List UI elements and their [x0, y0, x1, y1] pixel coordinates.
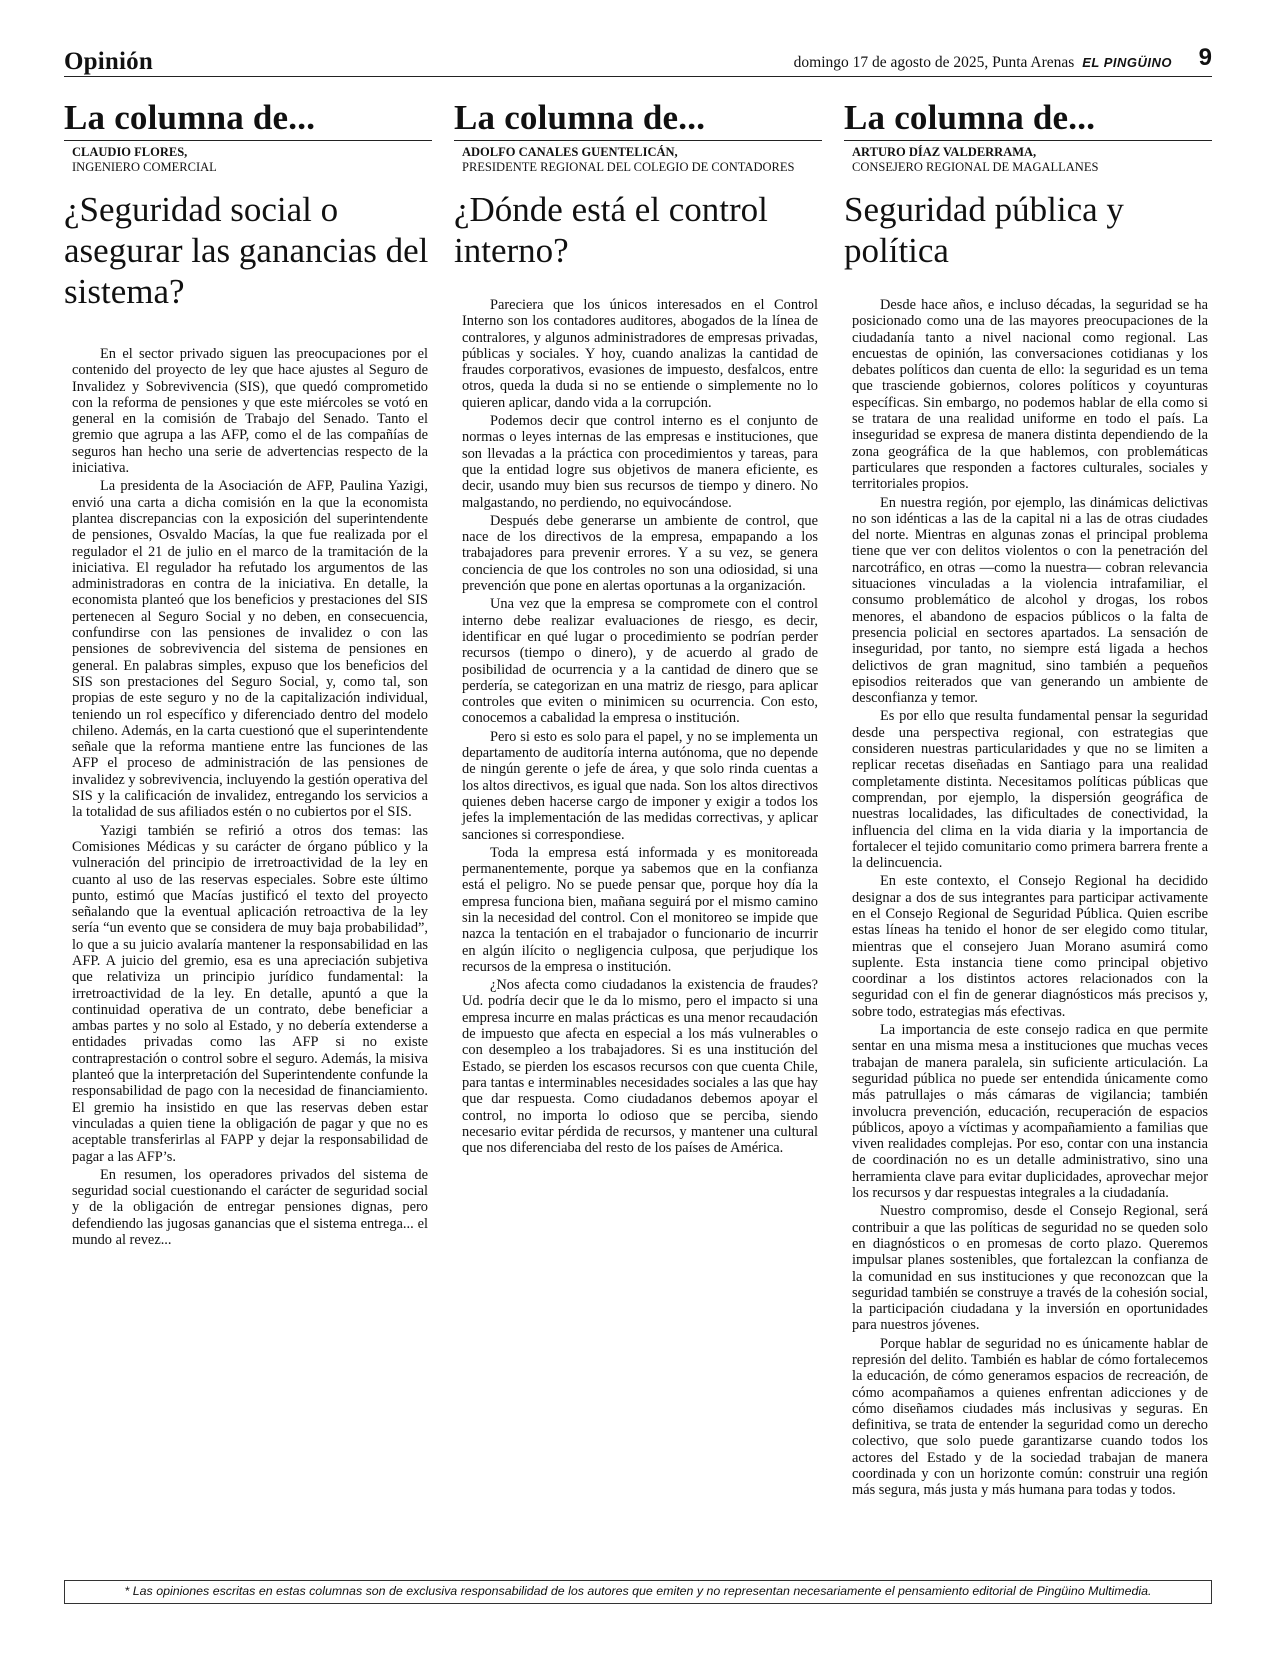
- article-title: ¿Dónde está el control interno?: [454, 190, 768, 270]
- author-byline: [72, 145, 432, 175]
- section-name: Opinión: [64, 48, 153, 75]
- column-kicker: La columna de...: [454, 98, 822, 141]
- author-name: CLAUDIO FLORES,: [72, 145, 188, 159]
- paragraph: Pareciera que los únicos interesados en el Control Interno son los contadores auditores, abogados de la línea de contralores, y algunos administradores de empresas privadas, públicas y sociales. Y hoy, cuando analizas la cantidad de fraudes corporativos, evasiones de impuesto, desfalcos, entre otros, queda la duda si no se entiende o simplemente no lo quieren aplicar, dando vida a la corrupción.: [462, 297, 818, 411]
- paragraph: Porque hablar de seguridad no es únicamente hablar de represión del delito. También es hablar de cómo fortalecemos la educación, de cómo generamos espacios de recreación, de cómo acompañamos a quienes enfrentan adicciones y de cómo diseñamos ciudades más inclusivas y seguras. En definitiva, se trata de entender la seguridad como un derecho colectivo, que solo puede garantizarse cuando todos los actores del Estado y de la sociedad trabajan de manera coordinada y con un horizonte común: construir una región más segura, más justa y más humana para todas y todos.: [852, 1335, 1208, 1499]
- page-number: 9: [1198, 44, 1212, 71]
- opinion-column-2: [454, 98, 822, 1568]
- column-kicker: La columna de...: [844, 98, 1212, 141]
- author-byline: [852, 145, 1212, 175]
- paragraph: Después debe generarse un ambiente de control, que nace de los directivos de la empresa, empapando a los trabajadores para prevenir errores. Y a su vez, se genera conciencia de que los controles no son una odiosidad, si una prevención que pone en alertas oportunas a la organización.: [462, 512, 818, 595]
- article-title: ¿Seguridad social o asegurar las ganancias del sistema?: [64, 190, 429, 311]
- opinion-column-3: [844, 98, 1212, 1568]
- author-name: ARTURO DÍAZ VALDERRAMA,: [852, 145, 1037, 159]
- author-name: ADOLFO CANALES GUENTELICÁN,: [462, 145, 678, 159]
- author-role: CONSEJERO REGIONAL DE MAGALLANES: [852, 160, 1099, 174]
- paragraph: La presidenta de la Asociación de AFP, Paulina Yazigi, envió una carta a dicha comisión en la que la economista plantea discrepancias con la exposición del superintendente de pensiones, Osvaldo Macías, la que fue realizada por el regulador el 21 de julio en el marco de la tramitación de la iniciativa. El regulador ha refutado los argumentos de las administradoras en contra de la iniciativa. En detalle, la economista planteó que los beneficios y prestaciones del SIS pertenecen al Seguro Social y no deben, en consecuencia, confundirse con las pensiones de invalidez o con las pensiones de sobrevivencia del sistema de pensiones en general. En palabras simples, expuso que los beneficios del SIS son prestaciones del Seguro Social, y, como tal, son propias de este seguro y no de la capitalización individual, teniendo un rol específico y diferenciado dentro del modelo chileno. Además, en la carta cuestionó que el superintendente señale que la reforma mantiene entre las funciones de las AFP el proceso de administración de las pensiones de invalidez y sobrevivencia, incluyendo la gestión operativa del SIS y la calificación de invalidez, entregando los servicios a la totalidad de sus afiliados estén o no cubiertos por el SIS.: [72, 478, 428, 821]
- paragraph: En el sector privado siguen las preocupaciones por el contenido del proyecto de ley que hace ajustes al Seguro de Invalidez y Sobrevivencia (SIS), que quedó comprometido con la reforma de pensiones y que este miércoles se votó en general en la comisión de Trabajo del Senado. Tanto el gremio que agrupa a las AFP, como el de las compañías de seguros han hecho una serie de advertencias respecto de la iniciativa.: [72, 346, 428, 477]
- paragraph: Desde hace años, e incluso décadas, la seguridad se ha posicionado como una de las mayores preocupaciones de la ciudadanía tanto a nivel nacional como regional. Las encuestas de opinión, las conversaciones cotidianas y los debates políticos dan cuenta de ello: la seguridad es un tema que trasciende gobiernos, colores políticos y coyunturas específicas. Sin embargo, no podemos hablar de ella como si se tratara de una realidad uniforme en todo el país. La inseguridad se expresa de manera distinta dependiendo de la zona geográfica de la que hablemos, con problemáticas particulares que responden a factores culturales, sociales y territoriales propios.: [852, 297, 1208, 493]
- paragraph: En nuestra región, por ejemplo, las dinámicas delictivas no son idénticas a las de la capital ni a las de otras ciudades del norte. Mientras en algunas zonas el principal problema tiene que ver con delitos violentos o con la penetración del narcotráfico, en otras —como la nuestra— cobran relevancia situaciones vinculadas a la violencia intrafamiliar, el consumo problemático de alcohol y drogas, los robos menores, el abandono de espacios públicos o la falta de presencia policial en sectores apartados. La sensación de inseguridad, por tanto, no siempre está ligada a hechos delictivos de gran magnitud, sino también a pequeños episodios reiterados que van generando un ambiente de desconfianza y temor.: [852, 494, 1208, 707]
- article-body: [72, 346, 428, 1248]
- dateline: [794, 54, 1172, 72]
- paragraph: Pero si esto es solo para el papel, y no se implementa un departamento de auditoría interna autónoma, que no depende de ningún gerente o jefe de área, y que solo rinda cuentas a los altos directivos, es igual que nada. Son los altos directivos quienes deben hacerse cargo de imponer y exigir a todos los jefes la implementación de las medidas correctivas, y aplicar sanciones si correspondiese.: [462, 728, 818, 843]
- paragraph: Podemos decir que control interno es el conjunto de normas o leyes internas de las empresas e instituciones, que son llevadas a la práctica con procedimientos y tareas, para que la entidad logre sus objetivos de manera eficiente, es decir, usando muy bien sus recursos de tiempo y dinero. No malgastando, no perdiendo, no equivocándose.: [462, 413, 818, 511]
- disclaimer-box: [64, 1580, 1212, 1604]
- paragraph: En este contexto, el Consejo Regional ha decidido designar a dos de sus integrantes para participar activamente en el Consejo Regional de Seguridad Pública. Quien escribe estas líneas ha tenido el honor de ser elegido como titular, mientras que el consejero Juan Morano asumirá como suplente. Esta instancia tiene como principal objetivo coordinar a los distintos actores relacionados con la seguridad con el fin de generar diagnósticos más precisos y, sobre todo, estrategias más efectivas.: [852, 873, 1208, 1020]
- author-role: PRESIDENTE REGIONAL DEL COLEGIO DE CONTADORES: [462, 160, 795, 174]
- paragraph: La importancia de este consejo radica en que permite sentar en una misma mesa a instituciones que muchas veces trabajan de manera paralela, sin suficiente articulación. La seguridad pública no puede ser entendida únicamente como más patrullajes o más cámaras de vigilancia; también involucra prevención, educación, recuperación de espacios públicos, apoyo a víctimas y acompañamiento a familias que viven realidades complejas. Por eso, contar con una instancia de coordinación no es un detalle administrativo, sino una herramienta clave para evitar duplicidades, aprovechar mejor los recursos y dar respuestas integrales a la ciudadanía.: [852, 1022, 1208, 1202]
- paragraph: Nuestro compromiso, desde el Consejo Regional, será contribuir a que las políticas de seguridad no se queden solo en diagnósticos o en promesas de corto plazo. Queremos impulsar planes sostenibles, que fortalezcan la confianza de la comunidad en sus instituciones y que reconozcan que la seguridad también se construye a través de la cohesión social, la participación ciudadana y la inversión en oportunidades para nuestros jóvenes.: [852, 1203, 1208, 1334]
- publication-date: domingo 17 de agosto de 2025, Punta Arenas: [793, 54, 1075, 71]
- opinion-column-1: [64, 98, 432, 1568]
- article-title: Seguridad pública y política: [844, 190, 1124, 270]
- paragraph: Una vez que la empresa se compromete con el control interno debe realizar evaluaciones de riesgo, es decir, identificar en qué lugar o procedimiento se podrían perder recursos (tiempo o dinero), y de acuerdo al grado de posibilidad de ocurrencia y a la cantidad de dinero que se perdería, se categorizan en una matriz de riesgo, para aplicar controles que eviten o minimicen su ocurrencia. Con esto, conocemos a cabalidad la empresa o institución.: [462, 596, 818, 727]
- author-byline: [462, 145, 822, 175]
- article-body: [852, 297, 1208, 1499]
- paragraph: Es por ello que resulta fundamental pensar la seguridad desde una perspectiva regional, con estrategias que consideren nuestras particularidades y que no se limiten a replicar recetas diseñadas en Santiago para una realidad completamente distinta. Necesitamos políticas públicas que comprendan, por ejemplo, la dispersión geográfica de nuestras localidades, las dificultades de conectividad, la influencia del clima en la vida diaria y la importancia de fortalecer el tejido comunitario como primera barrera frente a la delincuencia.: [852, 708, 1208, 872]
- author-role: INGENIERO COMERCIAL: [72, 160, 217, 174]
- paragraph: Yazigi también se refirió a otros dos temas: las Comisiones Médicas y su carácter de órgano público y la vulneración del principio de irretroactividad de la ley en cuanto al uso de las reservas especiales. Sobre este último punto, estimó que Macías justificó el texto del proyecto señalando que la eventual aplicación retroactiva de la ley sería “un evento que se considera de muy baja probabilidad”, lo que a su juicio avalaría mantener la responsabilidad en las AFP. A juicio del gremio, esa es una apreciación subjetiva que relativiza un principio jurídico fundamental: la irretroactividad de la ley. En detalle, apuntó a que la continuidad operativa de un contrato, debe beneficiar a ambas partes y no solo al Estado, y no debería extenderse a entidades privadas como las AFP si no existe contraprestación o control sobre el seguro. Además, la misiva planteó que la interpretación del Superintendente confunde la responsabilidad de pago con la necesidad de financiamiento. El gremio ha insistido en que las reservas deben estar vinculadas a quien tiene la obligación de pagar y que no es aceptable transferirlas al FAPP y dejar la responsabilidad de pagar a las AFP’s.: [72, 822, 428, 1165]
- disclaimer-text: * Las opiniones escritas en estas columnas son de exclusiva responsabilidad de los autores que emiten y no representan necesariamente el pensamiento editorial de Pingüino Multimedia.: [124, 1584, 1152, 1598]
- paragraph: ¿Nos afecta como ciudadanos la existencia de fraudes? Ud. podría decir que le da lo mismo, pero el impacto si una empresa incurre en malas prácticas es una menor recaudación de impuesto que afecta en especial a los más vulnerables o con desempleo a los trabajadores. Si es una institución del Estado, se pierden los escasos recursos con que cuenta Chile, para tantas e interminables necesidades sociales a las que hay que dar respuesta. Como ciudadanos debemos apoyar el control, no importa lo odioso que se perciba, siendo necesario evitar pérdida de recursos, y mantener una cultural que nos diferenciaba del resto de los países de América.: [462, 977, 818, 1157]
- column-kicker: La columna de...: [64, 98, 432, 141]
- newspaper-brand: EL PINGÜINO: [1082, 55, 1172, 70]
- paragraph: En resumen, los operadores privados del sistema de seguridad social cuestionando el carácter de seguridad social y de la obligación de entregar pensiones dignas, pero defendiendo las jugosas ganancias que el sistema entrega... el mundo al revez...: [72, 1166, 428, 1249]
- article-body: [462, 297, 818, 1156]
- paragraph: Toda la empresa está informada y es monitoreada permanentemente, porque ya sabemos que en la confianza está el peligro. No se puede pensar que, porque hoy día la empresa funciona bien, mañana seguirá por el mismo camino sin la necesidad del control. Con el monitoreo se impide que nazca la tentación en el trabajador o funcionario de incurrir en algún ilícito o negligencia culposa, que perjudique los recursos de la empresa o institución.: [462, 844, 818, 975]
- page-header: [64, 44, 1212, 77]
